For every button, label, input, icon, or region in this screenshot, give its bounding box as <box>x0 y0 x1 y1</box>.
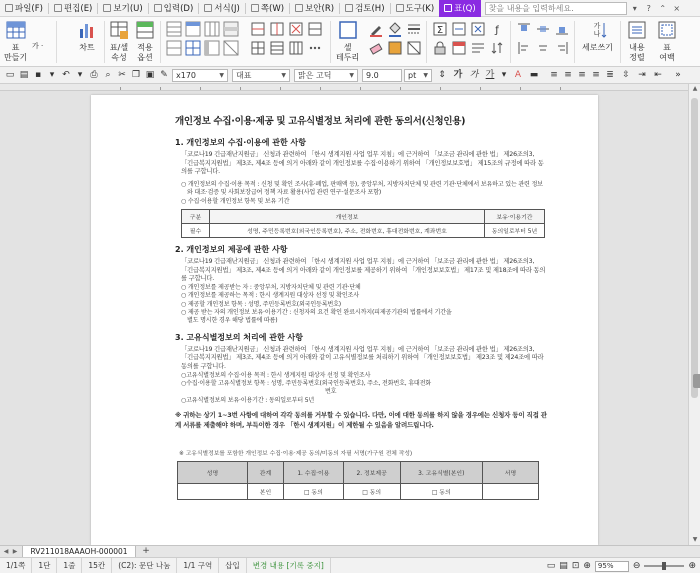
row-column-tools <box>250 21 323 56</box>
document-title: 개인정보 수집·이용·제공 및 고유식별정보 처리에 관한 동의서(신청인용) <box>175 116 466 127</box>
zoom-out-icon[interactable]: ⊖ <box>632 561 641 571</box>
scrollbar-thumb[interactable] <box>691 98 698 398</box>
review-icon <box>345 4 353 12</box>
paragraph: 「코로나19 긴급재난지원금」 신청과 관련하여 「한시 생계지원 사업 업무 지침」에 근거하여 「보조금 관리에 관한 법」 제26조의3, 「긴급복지지원법」 제3조, 제4조 등에 의거 아래와 같이 개인정보를 제공하기 위하여 「개인정보보호법」 제17조 및 제18조에 따라 동의를 구합니다. <box>181 258 546 283</box>
style-thumb-icon[interactable] <box>166 21 182 37</box>
save-icon[interactable]: ▪ <box>34 70 42 80</box>
view-fit-icon[interactable]: ⊡ <box>571 561 580 571</box>
font-color-icon[interactable]: A <box>514 70 522 80</box>
apply-style-button[interactable]: 적용 옵션 <box>134 19 156 63</box>
table-cell: 동의일로부터 5년 <box>485 224 545 238</box>
align-top-icon[interactable] <box>516 21 532 37</box>
table-cell: 본인 <box>248 484 284 500</box>
table-more-icon[interactable] <box>307 40 323 56</box>
style-thumb-icon[interactable] <box>223 21 239 37</box>
menu-edit[interactable]: 편집(E) <box>49 0 97 17</box>
bullet-item: ○ 수집·이용할 개인정보 항목 및 보유 기간 <box>181 197 290 205</box>
zoom-plus-icon[interactable]: ⊕ <box>688 561 696 571</box>
status-line: 1줄 <box>57 558 82 573</box>
style-thumb-icon[interactable] <box>204 40 220 56</box>
bullet-item: ○ 제공 받는 자의 개인정보 보유·이용기간 : 신청자의 요건 확인 완료시까지(피제공기관의 법률에서 기간을 <box>181 309 452 316</box>
calc-tools <box>432 21 505 56</box>
menu-format[interactable]: 서식(J) <box>199 0 245 17</box>
scroll-down-icon[interactable]: ▼ <box>692 536 698 543</box>
undo-icon[interactable]: ↶ <box>62 70 70 80</box>
insert-row-icon[interactable] <box>250 21 266 37</box>
chevron-down-icon: ▼ <box>423 72 428 79</box>
insert-column-icon[interactable] <box>269 21 285 37</box>
scroll-marker <box>693 374 700 388</box>
bullet-item: 번호 <box>325 388 337 396</box>
zoom-select[interactable]: x170 ▼ <box>172 69 228 82</box>
svg-text:Σ: Σ <box>436 25 444 36</box>
chevron-down-icon[interactable]: ▾ <box>49 70 55 80</box>
size-unit-select[interactable]: pt ▼ <box>404 69 432 82</box>
print-icon[interactable]: ⎙ <box>90 70 98 80</box>
style-thumb-icon[interactable] <box>166 40 182 56</box>
chevron-down-icon: ▼ <box>349 72 354 79</box>
tools-icon <box>396 4 404 12</box>
format-icon <box>204 4 212 12</box>
status-page[interactable]: 1/1쪽 <box>0 558 32 573</box>
line-spacing-icon[interactable]: ⇳ <box>622 70 630 80</box>
style-thumb-icon[interactable] <box>204 21 220 37</box>
table-row <box>182 224 545 238</box>
file-icon <box>5 4 13 12</box>
align-middle-icon[interactable] <box>535 21 551 37</box>
svg-text:ƒ: ƒ <box>495 25 499 36</box>
status-char-info: (C2): 문단 나눔 <box>112 558 177 573</box>
block-average-icon[interactable] <box>451 21 467 37</box>
svg-text:나: 나 <box>594 30 601 38</box>
table-to-text-icon[interactable] <box>470 40 486 56</box>
edit-icon <box>54 4 62 12</box>
align-right-icon[interactable]: ≡ <box>592 70 600 80</box>
table-cell: 필수 <box>182 224 210 238</box>
paste-icon[interactable]: ▣ <box>145 70 155 80</box>
bullet-item: ○고유식별정보의 수집·이용 목적 : 한시 생계지원 대상자 선정 및 확인조사 <box>181 371 371 379</box>
cell-border-button[interactable]: 셀 테두리 <box>336 19 359 63</box>
menu-insert[interactable]: 입력(D) <box>149 0 199 17</box>
style-thumb-icon[interactable] <box>185 40 201 56</box>
table-margin-button[interactable]: 표 여백 <box>656 19 678 63</box>
chevron-down-icon[interactable]: ▾ <box>501 70 507 80</box>
scroll-up-icon[interactable]: ▲ <box>692 85 698 92</box>
menu-page[interactable]: 쪽(W) <box>246 0 289 17</box>
close-icon[interactable]: × <box>673 3 681 13</box>
eraser-icon[interactable] <box>368 40 384 56</box>
menu-view[interactable]: 보기(U) <box>98 0 147 17</box>
cut-icon[interactable]: ✂ <box>118 70 126 80</box>
font-select[interactable]: 맑은 고딕 ▼ <box>294 69 358 82</box>
table-header-cell: 2. 정보제공 <box>343 462 400 484</box>
cell-properties-button[interactable]: 표/셀 속성 <box>108 19 130 63</box>
table-header-cell: 관계 <box>248 462 284 484</box>
table-properties-icon <box>108 19 130 41</box>
cell-border-icon <box>337 19 359 41</box>
svg-text:가: 가 <box>594 22 601 30</box>
table-header-cell: 보유·이용기간 <box>485 210 545 224</box>
bold-button[interactable]: 가 <box>453 70 463 80</box>
table-row <box>182 210 545 224</box>
table-header-cell: 구분 <box>182 210 210 224</box>
view-icon <box>103 4 111 12</box>
indent-icon[interactable]: ⇥ <box>638 70 646 80</box>
menu-bar <box>0 0 700 17</box>
equal-height-icon[interactable] <box>269 40 285 56</box>
help-icon[interactable]: ? <box>646 3 651 13</box>
table-create-button[interactable]: 표 만들기 <box>4 19 27 63</box>
style-thumb-icon[interactable] <box>223 40 239 56</box>
warning-notice: ※ 귀하는 상기 1~3번 사항에 대하여 각각 동의를 거부할 수 있습니다. 다만, 이에 대한 동의를 하지 않을 경우에는 신청자 등이 직접 관계 서류를 제출해야 하며, 부득이한 경우 「한시 생계지원」이 제한될 수 있음을 알려드립니다. <box>175 411 547 429</box>
cell-left-icon[interactable] <box>516 40 532 56</box>
paragraph: 「코로나19 긴급재난지원금」 신청과 관련하여 「한시 생계지원 사업 업무 지침」에 근거하여 「보조금 관리에 관한 법」 제26조의3, 「긴급복지지원법」 제3조, 제4조 등에 의거 아래와 같이 고유식별정보를 처리하기 위하여 「개인정보보호법」 제23조 및 제24조에 따라 동의를 구합니다. <box>181 345 544 370</box>
split-cells-icon[interactable] <box>250 40 266 56</box>
menu-file[interactable]: 파일(F) <box>0 0 48 17</box>
delete-row-icon[interactable] <box>288 21 304 37</box>
pen-color-icon[interactable] <box>368 21 384 37</box>
open-folder-icon[interactable]: ▤ <box>19 70 29 80</box>
table-style-gallery <box>166 21 239 56</box>
vertical-write-button[interactable]: 가 나 세로쓰기 <box>582 19 613 53</box>
size-stepper-icon[interactable]: ⇕ <box>438 70 446 80</box>
status-area: 1/1 구역 <box>177 558 219 573</box>
table-header-cell: 성명 <box>178 462 248 484</box>
table-cell[interactable] <box>483 484 539 500</box>
ribbon-collapse-icon[interactable]: ⌃ <box>659 3 667 13</box>
table-cell[interactable] <box>178 484 248 500</box>
outdent-icon[interactable]: ⇤ <box>654 70 662 80</box>
cell-shade-tools <box>368 21 422 56</box>
table-header-cell: 개인정보 <box>210 210 485 224</box>
shading-icon[interactable] <box>387 40 403 56</box>
bullet-item: ○고유식별정보의 보유·이용기간 : 동의일로부터 5년 <box>181 396 315 404</box>
align-left-icon[interactable]: ≡ <box>564 70 572 80</box>
bullet-item: 별도 명시한 경우 해당 법률에 따름) <box>187 317 278 325</box>
sort-icon[interactable] <box>489 40 505 56</box>
align-justify-icon[interactable]: ≡ <box>550 70 558 80</box>
style-table-icon <box>134 19 156 41</box>
view-web-icon[interactable]: ▤ <box>559 561 568 571</box>
collection-table[interactable] <box>181 209 545 238</box>
section-heading: 3. 고유식별정보의 처리에 관한 사항 <box>175 332 303 342</box>
consent-checkbox[interactable]: □ 동의 <box>284 484 344 500</box>
cell-center-icon[interactable] <box>535 40 551 56</box>
consent-checkbox[interactable]: □ 동의 <box>400 484 482 500</box>
zoom-slider[interactable] <box>644 565 684 567</box>
table-icon <box>444 4 452 12</box>
align-center-icon[interactable]: ≡ <box>578 70 586 80</box>
block-product-icon[interactable] <box>470 21 486 37</box>
toolbar-more-icon[interactable]: » <box>675 70 681 80</box>
menu-security[interactable]: 보안(R) <box>290 0 339 17</box>
distribute-icon[interactable]: ≣ <box>606 70 614 80</box>
style-thumb-icon[interactable] <box>185 21 201 37</box>
status-bar <box>0 557 700 573</box>
table-row <box>178 462 539 484</box>
table-header-cell: 1. 수집·이용 <box>284 462 344 484</box>
search-dropdown-icon[interactable]: ▾ <box>632 3 637 13</box>
merge-cells-icon[interactable] <box>307 21 323 37</box>
content-align-button[interactable]: 내용 정렬 <box>626 19 648 63</box>
cell-right-icon[interactable] <box>554 40 570 56</box>
page-content <box>175 113 547 500</box>
help-search-input[interactable] <box>485 2 627 15</box>
horizontal-ruler[interactable] <box>0 84 688 91</box>
view-normal-icon[interactable]: ▭ <box>546 561 556 571</box>
document-page[interactable] <box>91 95 598 545</box>
status-track-changes[interactable]: 변경 내용 [기록 중지] <box>247 558 331 573</box>
bullet-item: ○ 제공할 개인정보 항목 : 성명, 주민등록번호(외국인등록번호) <box>181 300 341 308</box>
font-size-input[interactable]: 9.0 <box>362 69 402 82</box>
chevron-down-icon: ▼ <box>281 72 286 79</box>
format-toolbar <box>0 67 700 84</box>
table-header-cell: 3. 고유식별(본인) <box>400 462 482 484</box>
insert-icon <box>154 4 162 12</box>
title-row-icon[interactable] <box>451 40 467 56</box>
chevron-down-icon[interactable]: ▾ <box>77 70 83 80</box>
zoom-in-icon[interactable]: ⊕ <box>583 561 591 571</box>
align-bottom-icon[interactable] <box>554 21 570 37</box>
menu-review[interactable]: 검토(H) <box>340 0 389 17</box>
underline-button[interactable]: 가 <box>485 70 495 80</box>
consent-checkbox[interactable]: □ 동의 <box>343 484 400 500</box>
add-tab-button[interactable]: + <box>142 546 150 556</box>
signature-table[interactable] <box>177 461 539 500</box>
fill-bucket-icon[interactable] <box>387 21 403 37</box>
signature-note: ※ 고유식별정보를 포함한 개인정보 수집·이용·제공 동의/미동의 자필 서명(가구원 전체 작성) <box>179 451 413 458</box>
table-margin-icon <box>656 19 678 41</box>
table-cell: 성명, 주민등록번호(외국인등록번호), 주소, 전화번호, 휴대전화번호, 계좌번호 <box>210 224 485 238</box>
security-icon <box>295 4 303 12</box>
table-header-cell: 서명 <box>483 462 539 484</box>
formula-icon[interactable] <box>489 21 505 37</box>
bullet-item: ○수집·이용할 고유식별정보 항목 : 성명, 주민등록번호(외국인등록번호), 주소, 전화번호, 휴대전화 <box>181 380 431 387</box>
vertical-scrollbar[interactable] <box>688 84 700 545</box>
block-sum-icon[interactable] <box>432 21 448 37</box>
content-align-icon <box>626 19 648 41</box>
bullet-item: ○ 개인정보를 제공받는 자 : 중앙부처, 지방자치단체 및 관련 기관·단체 <box>181 283 361 291</box>
tab-document[interactable]: RV211018AAAOH-000001 <box>22 546 136 558</box>
equal-width-icon[interactable] <box>288 40 304 56</box>
diagonal-icon[interactable] <box>406 40 422 56</box>
gallery-dropdown[interactable]: 가 · <box>32 42 44 50</box>
chevron-down-icon: ▼ <box>219 72 224 79</box>
bullet-item: ○ 개인정보를 제공하는 목적 : 한시 생계지원 대상자 선정 및 확인조사 <box>181 292 359 300</box>
zoom-level-input[interactable]: 95% <box>595 561 629 572</box>
cell-align-tools <box>516 21 570 56</box>
copy-icon[interactable]: ❐ <box>131 70 141 80</box>
section-heading: 1. 개인정보의 수집·이용에 관한 사항 <box>175 138 306 147</box>
vertical-text-icon <box>586 19 608 41</box>
table-row <box>178 484 539 500</box>
section-heading: 2. 개인정보의 제공에 관한 사항 <box>175 245 288 254</box>
paragraph: 「코로나19 긴급재난지원금」 신청과 관련하여 「한시 생계지원 사업 업무 지침」에 근거하여 「보조금 관리에 관한 법」 제26조의3, 「긴급복지지원법」 제3조, 제4조 등에 의거 아래와 같이 개인정보를 수집·이용하기 위하여 「개인정보보호법」 제15조의 규정에 따라 동의를 구합니다. <box>181 151 544 176</box>
bullet-item: ○ 개인정보의 수집·이용 목적 : 신청 및 확인 조사(휴·폐업, 판매액 등), 중앙부처, 지방자치단체 및 관련 기관·단체에서 보유하고 있는 관련 정보와 대조·검증 및 사회보장급여 정책 자료 활용(사업 관련 연구·설문조사 포함) <box>181 180 543 197</box>
format-copy-icon[interactable]: ✎ <box>160 70 168 80</box>
chart-button[interactable]: 차트 <box>76 19 98 53</box>
preview-icon[interactable]: ⌕ <box>105 70 111 80</box>
italic-button[interactable]: 가 <box>469 70 479 80</box>
status-column: 15칸 <box>82 558 112 573</box>
table-grid-icon <box>5 19 27 41</box>
status-section: 1단 <box>32 558 57 573</box>
zoom-slider-knob[interactable] <box>662 562 666 570</box>
tab-prev-icon[interactable]: ◀ <box>3 548 9 555</box>
page-icon <box>251 4 259 12</box>
menu-table[interactable]: 표(Q) <box>439 0 481 17</box>
cell-protect-icon[interactable] <box>432 40 448 56</box>
bar-chart-icon <box>76 19 98 41</box>
border-style-icon[interactable] <box>406 21 422 37</box>
style-select[interactable]: 대표 ▼ <box>232 69 290 82</box>
new-doc-icon[interactable]: ▭ <box>5 70 15 80</box>
menu-tools[interactable]: 도구(K) <box>391 0 440 17</box>
document-tab-bar <box>0 545 700 557</box>
highlight-icon[interactable]: ▬ <box>529 70 539 80</box>
ribbon <box>0 17 700 67</box>
tab-next-icon[interactable]: ▶ <box>12 548 18 555</box>
status-mode[interactable]: 삽입 <box>219 558 247 573</box>
